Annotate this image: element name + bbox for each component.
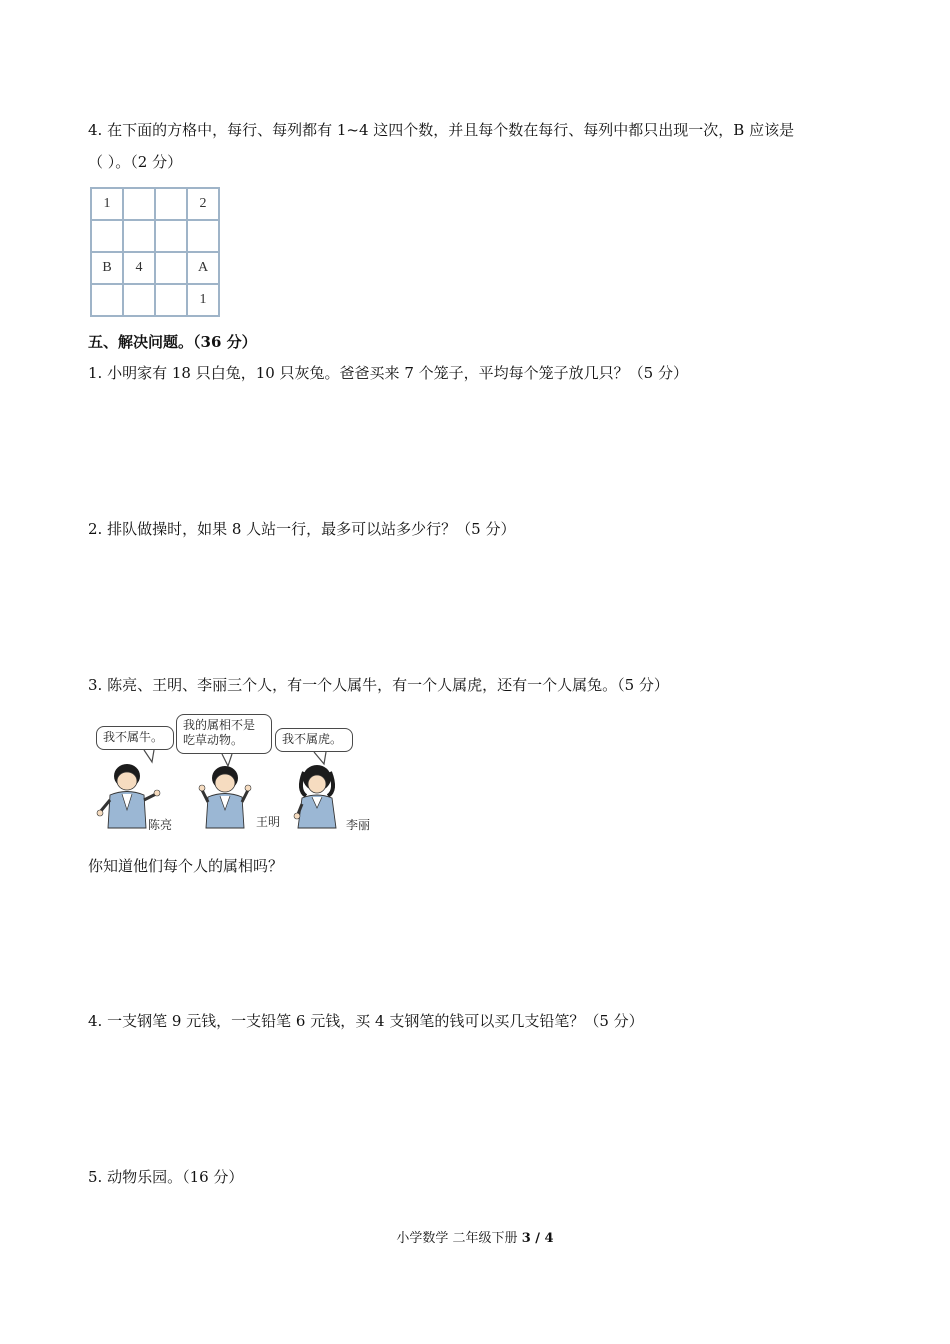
grid-cell: 2 (187, 188, 219, 220)
grid-cell: 1 (187, 284, 219, 316)
question-4-text: 4. 在下面的方格中，每行、每列都有 1~4 这四个数，并且每个数在每行、每列中都只出现一次，B 应该是 (88, 121, 795, 139)
problem-1-text: 1. 小明家有 18 只白兔，10 只灰兔。爸爸买来 7 个笼子，平均每个笼子放几只？（5 分） (88, 364, 688, 382)
number-grid (90, 187, 220, 317)
grid-cell (123, 284, 155, 316)
grid-cell (155, 284, 187, 316)
problem-3-question: 你知道他们每个人的属相吗？ (88, 857, 284, 875)
problem-4-text: 4. 一支钢笔 9 元钱，一支铅笔 6 元钱，买 4 支钢笔的钱可以买几支铅笔？（5 分） (88, 1012, 644, 1030)
grid-cell (155, 220, 187, 252)
problem-5-text: 5. 动物乐园。（16 分） (88, 1168, 244, 1186)
grid-cell: 1 (91, 188, 123, 220)
footer-subject: 小学数学 二年级下册 (396, 1231, 522, 1246)
speech-bubble-chenliang: 我不属牛。 (96, 726, 174, 750)
bubble-line: 吃草动物。 (183, 733, 244, 747)
zodiac-illustration (92, 710, 382, 835)
footer-page-number: 3 / 4 (521, 1231, 554, 1246)
girl-lili-figure (294, 765, 336, 828)
question-4-answer-blank: （ ）。（2 分） (88, 153, 183, 171)
speech-bubble-lili: 我不属虎。 (275, 728, 353, 752)
grid-cell: 4 (123, 252, 155, 284)
grid-cell (91, 220, 123, 252)
grid-cell (187, 220, 219, 252)
boy-wangming-figure (199, 766, 251, 828)
name-label-lili: 李丽 (346, 818, 371, 832)
grid-cell (91, 284, 123, 316)
grid-cell (155, 188, 187, 220)
problem-2-text: 2. 排队做操时，如果 8 人站一行，最多可以站多少行？（5 分） (88, 520, 516, 538)
name-label-wangming: 王明 (256, 815, 281, 829)
grid-cell: B (91, 252, 123, 284)
children-drawing (92, 710, 382, 835)
name-label-chenliang: 陈亮 (148, 818, 173, 832)
grid-cell (155, 252, 187, 284)
page-footer (0, 1227, 950, 1246)
problem-3-text: 3. 陈亮、王明、李丽三个人，有一个人属牛，有一个人属虎，还有一个人属兔。（5 分） (88, 676, 669, 694)
grid-cell: A (187, 252, 219, 284)
section-5-heading: 五、解决问题。（36 分） (88, 333, 257, 351)
grid-cell (123, 220, 155, 252)
grid-cell (123, 188, 155, 220)
bubble-line: 我的属相不是 (183, 718, 256, 732)
